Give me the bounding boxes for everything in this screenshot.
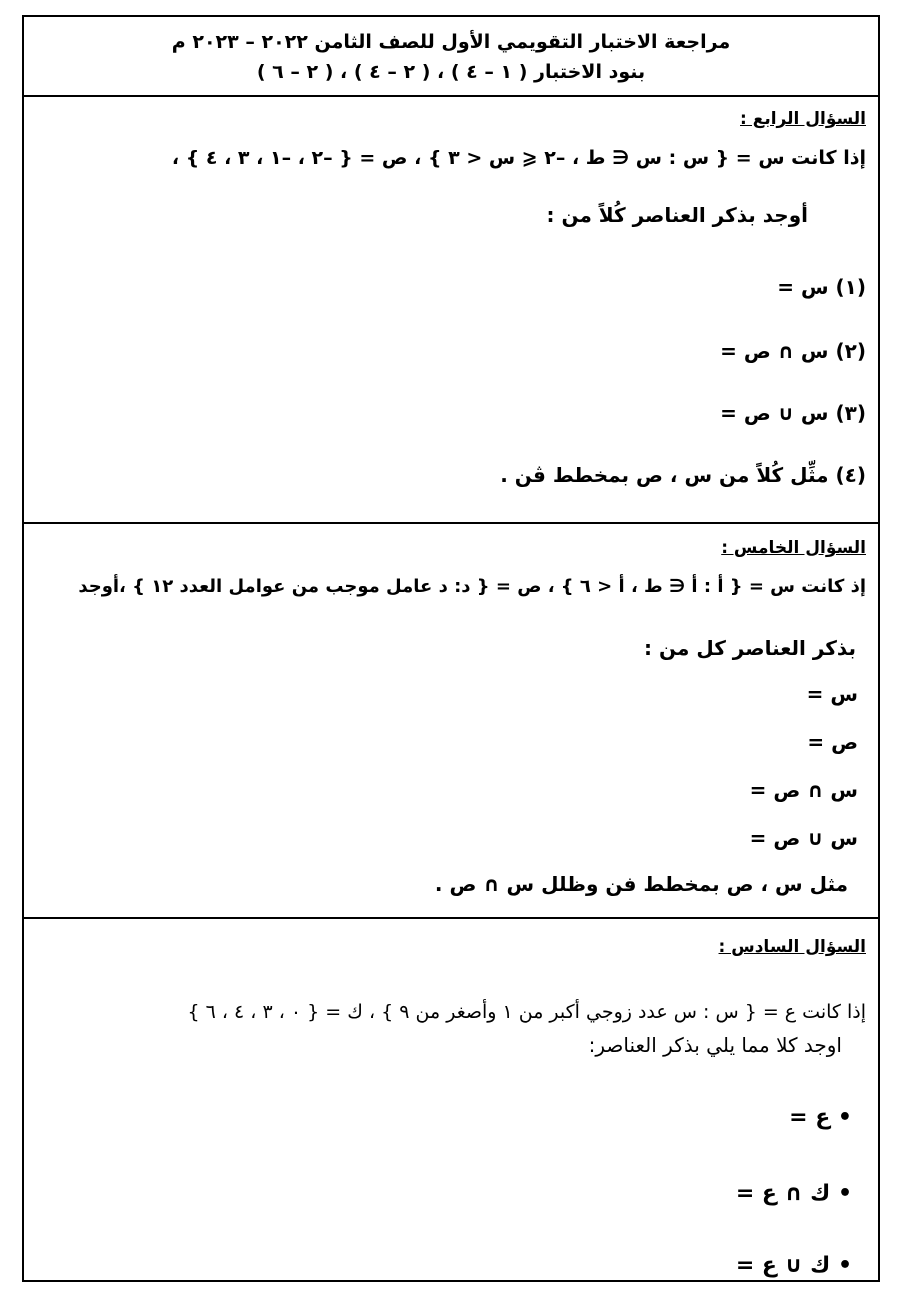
worksheet-frame [22, 15, 880, 1282]
question-4-statement: إذا كانت س = { س : س ∈ ط ، –٢ ⩽ س < ٣ } ، ص = { –٢ ، –١ ، ٣ ، ٤ } ، [171, 147, 866, 169]
question-5-section [24, 524, 878, 917]
question-5-statement: إذ كانت س = { أ : أ ∈ ط ، أ < ٦ } ، ص = { د: د عامل موجب من عوامل العدد ١٢ } ،أوجد [78, 576, 866, 597]
question-4-section [24, 97, 878, 522]
test-items-line: بنود الاختبار ( ١ – ٤ ) ، ( ٢ – ٤ ) ، ( ٢ – ٦ ) [256, 61, 646, 83]
question-4-item-3: (٣) س ∪ ص = [720, 401, 866, 425]
question-5-item-3: س ∩ ص = [749, 778, 858, 802]
question-6-item-1: • ع = [789, 1105, 852, 1130]
question-6-instruction: اوجد كلا مما يلي بذكر العناصر: [588, 1033, 842, 1057]
question-6-section [24, 919, 878, 1282]
question-4-title: السؤال الرابع : [740, 109, 866, 129]
question-6-item-3: • ك ∪ ع = [735, 1253, 852, 1278]
worksheet-title: مراجعة الاختبار التقويمي الأول للصف الثامن ٢٠٢٢ – ٢٠٢٣ م [171, 31, 731, 53]
question-5-item-4: س ∪ ص = [749, 826, 858, 850]
question-5-item-2: ص = [807, 730, 858, 754]
question-4-item-4: (٤) مثِّل كُلاً من س ، ص بمخطط ڤن . [500, 463, 866, 487]
header-section [24, 17, 878, 97]
question-6-title: السؤال السادس : [718, 937, 866, 957]
question-5-title: السؤال الخامس : [721, 538, 866, 558]
question-6-statement: إذا كانت ع = { س : س عدد زوجي أكبر من ١ وأصغر من ٩ } ، ك = { ٠ ، ٣ ، ٤ ، ٦ } [187, 1001, 866, 1023]
question-5-item-1: س = [806, 682, 858, 706]
question-5-venn-instruction: مثل س ، ص بمخطط فن وظلل س ∩ ص . [434, 872, 848, 896]
question-4-instruction: أوجد بذكر العناصر كُلاً من : [546, 203, 808, 227]
question-4-item-2: (٢) س ∩ ص = [720, 339, 866, 363]
question-6-item-2: • ك ∩ ع = [735, 1181, 852, 1206]
question-5-instruction: بذكر العناصر كل من : [644, 636, 856, 660]
question-4-item-1: (١) س = [777, 275, 866, 299]
